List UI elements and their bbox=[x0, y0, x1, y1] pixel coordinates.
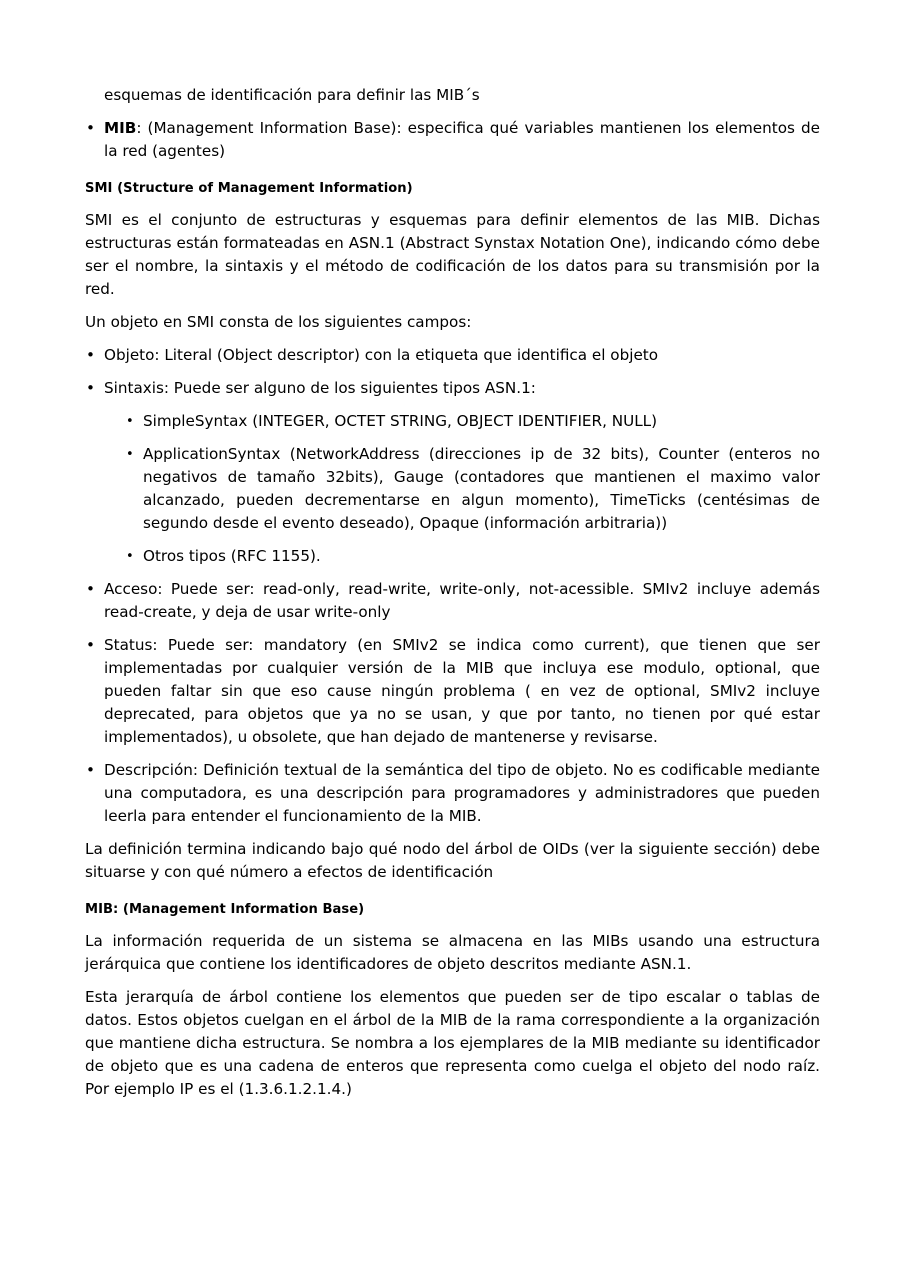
bullet-glyph: • bbox=[86, 580, 95, 598]
list-item bbox=[85, 344, 820, 367]
bullet-glyph: • bbox=[86, 636, 95, 654]
paragraph: Esta jerarquía de árbol contiene los elementos que pueden ser de tipo escalar o tablas de datos. Estos objetos cuelgan en el árbol de la MIB de la rama correspondiente a la organización que mantiene dicha estructura. Se nombra a los ejemplares de la MIB mediante su identificador de objeto que es una cadena de enteros que representa como cuelga el objeto del nodo raíz. Por ejemplo IP es el (1.3.6.1.2.1.4.) bbox=[85, 988, 820, 1098]
continuation-line: esquemas de identificación para definir las MIB´s bbox=[104, 86, 480, 104]
list-item-text: Acceso: Puede ser: read-only, read-write, write-only, not-acessible. SMIv2 incluye además read-create, y deja de usar write-only bbox=[104, 580, 820, 621]
list-item-text: ApplicationSyntax (NetworkAddress (direcciones ip de 32 bits), Counter (enteros no negativos de tamaño 32bits), Gauge (contadores que mantienen el maximo valor alcanzado, pueden decrementarse en algun momento), TimeTicks (centésimas de segundo desde el evento deseado), Opaque (información arbitraria)) bbox=[143, 445, 820, 532]
list-item-text: Otros tipos (RFC 1155). bbox=[143, 547, 321, 565]
bullet-glyph: • bbox=[126, 549, 134, 564]
list-item bbox=[85, 377, 820, 568]
bullet-glyph: • bbox=[126, 447, 134, 462]
list-item bbox=[125, 545, 820, 568]
document-content bbox=[85, 84, 820, 1101]
list-item-text: Sintaxis: Puede ser alguno de los siguientes tipos ASN.1: bbox=[104, 379, 536, 397]
smi-fields-list bbox=[85, 344, 820, 828]
paragraph: Un objeto en SMI consta de los siguientes campos: bbox=[85, 313, 472, 331]
bullet-glyph: • bbox=[86, 346, 95, 364]
list-item-text: Descripción: Definición textual de la semántica del tipo de objeto. No es codificable mediante una computadora, es una descripción para programadores y administradores que pueden leerla para entender el funcionamiento de la MIB. bbox=[104, 761, 820, 825]
intro-bullet-list bbox=[85, 117, 820, 163]
bullet-term: MIB bbox=[104, 119, 137, 137]
list-item bbox=[125, 443, 820, 535]
list-item bbox=[85, 117, 820, 163]
bullet-glyph: • bbox=[126, 414, 134, 429]
paragraph: La información requerida de un sistema se almacena en las MIBs usando una estructura jerárquica que contiene los identificadores de objeto descritos mediante ASN.1. bbox=[85, 932, 820, 973]
list-item bbox=[85, 634, 820, 749]
paragraph: La definición termina indicando bajo qué nodo del árbol de OIDs (ver la siguiente sección) debe situarse y con qué número a efectos de identificación bbox=[85, 840, 820, 881]
list-item-text: Objeto: Literal (Object descriptor) con la etiqueta que identifica el objeto bbox=[104, 346, 659, 364]
sub-list-wrapper bbox=[104, 410, 820, 568]
paragraph: SMI es el conjunto de estructuras y esquemas para definir elementos de las MIB. Dichas estructuras están formateadas en ASN.1 (Abstract Synstax Notation One), indicando cómo debe ser el nombre, la sintaxis y el método de codificación de los datos para su transmisión por la red. bbox=[85, 211, 820, 298]
section-heading-mib: MIB: (Management Information Base) bbox=[85, 902, 365, 917]
section-heading-smi: SMI (Structure of Management Information) bbox=[85, 181, 413, 196]
list-item-text: Status: Puede ser: mandatory (en SMIv2 se indica como current), que tienen que ser implementadas por cualquier versión de la MIB que incluya ese modulo, optional, que pueden faltar sin que eso cause ningún problema ( en vez de optional, SMIv2 incluye deprecated, para objetos que ya no se usan, y que por tanto, no tienen por qué estar implementados), u obsolete, que han dejado de mantenerse y revisarse. bbox=[104, 636, 820, 746]
syntax-sub-list bbox=[125, 410, 820, 568]
bullet-text: : (Management Information Base): especifica qué variables mantienen los elementos de la red (agentes) bbox=[104, 119, 820, 160]
list-item-text: SimpleSyntax (INTEGER, OCTET STRING, OBJECT IDENTIFIER, NULL) bbox=[143, 412, 658, 430]
bullet-glyph: • bbox=[86, 119, 95, 137]
bullet-glyph: • bbox=[86, 379, 95, 397]
list-item bbox=[85, 759, 820, 828]
list-item bbox=[125, 410, 820, 433]
list-item bbox=[85, 578, 820, 624]
bullet-glyph: • bbox=[86, 761, 95, 779]
